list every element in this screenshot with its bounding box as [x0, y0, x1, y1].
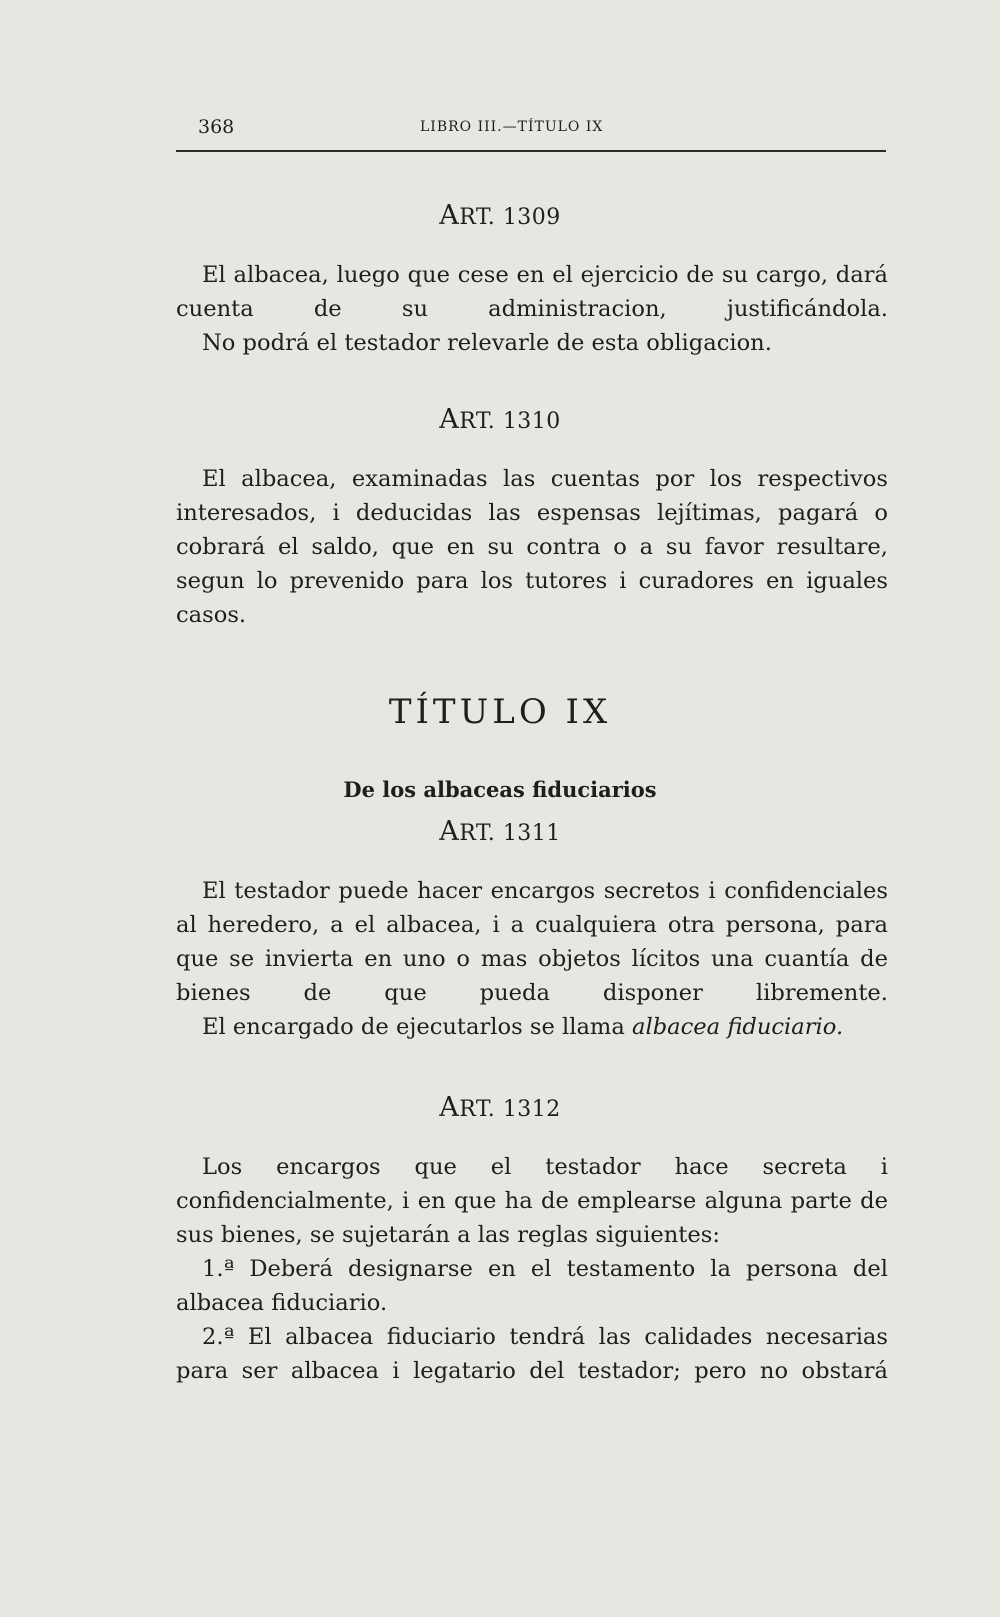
article-1312-rule-2: 2.ª El albacea fiduciario tendrá las calidades necesarias para ser albacea i legatario del testador; pero no obstará: [176, 1324, 888, 1384]
article-1311-paragraph-1: El testador puede hacer encargos secretos i confidenciales al heredero, a el albacea, i a cualquiera otra persona, para que se invierta en uno o mas objetos lícitos una cuantía de bienes de que pueda disponer libremente.: [176, 878, 888, 1006]
article-1310-paragraph-1: El albacea, examinadas las cuentas por los respectivos interesados, i deducidas las espensas lejítimas, pagará o cobrará el saldo, que en su contra o a su favor resultare, segun lo prevenido para los tutores i curadores en iguales casos.: [176, 466, 888, 628]
article-1309-paragraph-2: No podrá el testador relevarle de esta obligacion.: [202, 330, 772, 356]
page-header: [176, 116, 886, 146]
article-1309-paragraph-1: El albacea, luego que cese en el ejercicio de su cargo, dará cuenta de su administracion, justificándola.: [176, 262, 888, 322]
article-1312-rule-1: 1.ª Deberá designarse en el testamento la persona del albacea fiduciario.: [176, 1256, 888, 1316]
running-head: LIBRO III.—TÍTULO IX: [420, 119, 604, 135]
article-heading-1309: ART. 1309: [439, 200, 561, 231]
article-1311-paragraph-2: El encargado de ejecutarlos se llama albacea fiduciario.: [202, 1014, 844, 1040]
title-heading: TÍTULO IX: [388, 692, 612, 732]
header-rule: [176, 150, 886, 152]
article-1312-paragraph-1: Los encargos que el testador hace secreta i confidencialmente, i en que ha de emplearse alguna parte de sus bienes, se sujetarán a las reglas siguientes:: [176, 1154, 888, 1248]
page-number: 368: [198, 116, 235, 138]
article-heading-1311: ART. 1311: [439, 816, 561, 847]
article-heading-1310: ART. 1310: [439, 404, 561, 435]
italic-term: albacea fiduciario.: [632, 1014, 844, 1040]
article-heading-1312: ART. 1312: [439, 1092, 561, 1123]
title-subheading: De los albaceas fiduciarios: [343, 777, 657, 802]
